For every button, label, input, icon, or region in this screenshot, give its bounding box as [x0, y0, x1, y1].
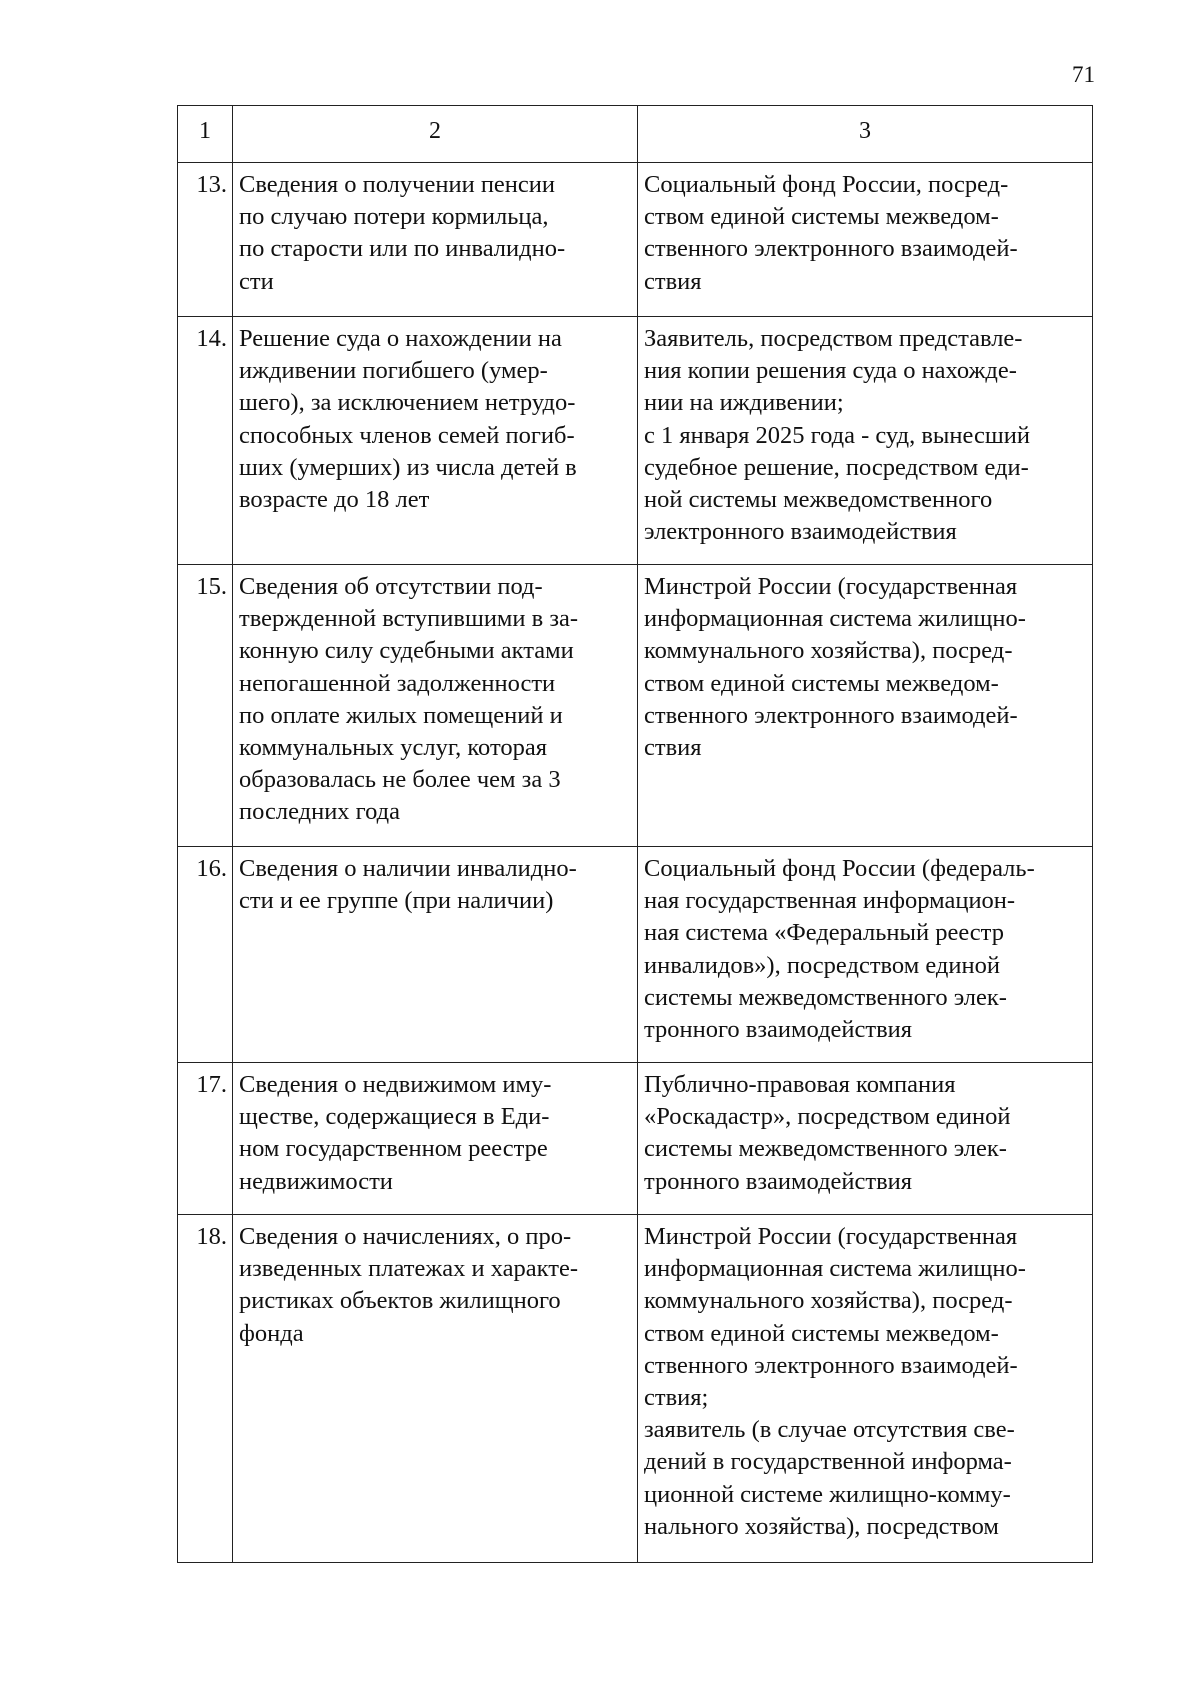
text-line: системы межведомственного элек- [644, 1135, 1007, 1163]
text-line: Социальный фонд России (федераль- [644, 855, 1035, 882]
text-line: по случаю потери кормильца, [239, 203, 549, 231]
document-name-cell [233, 1215, 638, 1563]
text-line: тронного взаимодействия [644, 1167, 913, 1195]
text-line: конную силу судебными актами [239, 637, 574, 665]
text-line: ная система «Федеральный реестр [644, 919, 1004, 947]
row-number: 13. [178, 163, 233, 317]
table-row [178, 847, 1093, 1063]
table-row [178, 1215, 1093, 1563]
text-line: по старости или по инвалидно- [239, 235, 566, 263]
table-header-row [178, 106, 1093, 163]
row-number: 16. [178, 847, 233, 1063]
text-line: сти и ее группе (при наличии) [239, 887, 554, 915]
text-line: изведенных платежах и характе- [239, 1255, 578, 1283]
text-line: дений в государственной информа- [644, 1448, 1012, 1476]
table-row [178, 317, 1093, 565]
text-line: Социальный фонд России, посред- [644, 171, 1009, 198]
page-number: 71 [1072, 62, 1095, 87]
text-line: нального хозяйства), посредством [644, 1512, 999, 1540]
table-row [178, 1063, 1093, 1215]
source-cell [638, 163, 1093, 317]
text-line: шего), за исключением нетрудо- [239, 389, 576, 417]
text-line: системы межведомственного элек- [644, 983, 1007, 1011]
text-line: коммунальных услуг, которая [239, 734, 547, 762]
row-number: 14. [178, 317, 233, 565]
text-line: последних года [239, 798, 401, 826]
document-name-cell [233, 847, 638, 1063]
text-line: образовалась не более чем за 3 [239, 766, 561, 794]
text-line: ционной системе жилищно-комму- [644, 1480, 1011, 1508]
text-line: электронного взаимодействия [644, 518, 957, 546]
text-line: инвалидов»), посредством единой [644, 951, 1000, 979]
text-line: ществе, содержащиеся в Еди- [239, 1103, 550, 1131]
document-name-cell [233, 565, 638, 847]
text-line: сти [239, 267, 274, 295]
text-line: ством единой системы межведом- [644, 203, 999, 231]
document-name-cell [233, 1063, 638, 1215]
table-row [178, 565, 1093, 847]
row-number: 18. [178, 1215, 233, 1563]
text-line: Сведения о наличии инвалидно- [239, 855, 577, 882]
text-line: ристиках объектов жилищного [239, 1287, 561, 1315]
document-table [177, 105, 1093, 1563]
document-name-cell [233, 163, 638, 317]
text-line: Сведения о недвижимом иму- [239, 1071, 552, 1098]
text-line: ная государственная информацион- [644, 887, 1016, 915]
text-line: иждивении погибшего (умер- [239, 357, 548, 385]
text-line: коммунального хозяйства), посред- [644, 637, 1013, 665]
text-line: фонда [239, 1319, 304, 1347]
text-line: ствия [644, 734, 702, 762]
table-row [178, 163, 1093, 317]
text-line: информационная система жилищно- [644, 605, 1026, 633]
text-line: ственного электронного взаимодей- [644, 1351, 1018, 1379]
text-line: ной системы межведомственного [644, 486, 993, 514]
source-cell [638, 317, 1093, 565]
header-cell-2: 2 [233, 106, 638, 163]
row-number: 17. [178, 1063, 233, 1215]
text-line: «Роскадастр», посредством единой [644, 1103, 1011, 1131]
text-line: судебное решение, посредством еди- [644, 453, 1029, 481]
text-line: недвижимости [239, 1167, 393, 1195]
text-line: Сведения об отсутствии под- [239, 573, 543, 600]
text-line: по оплате жилых помещений и [239, 701, 563, 729]
text-line: заявитель (в случае отсутствия све- [644, 1416, 1015, 1444]
text-line: ния копии решения суда о нахожде- [644, 357, 1017, 385]
text-line: непогашенной задолженности [239, 669, 556, 697]
header-cell-3: 3 [638, 106, 1093, 163]
text-line: Публично-правовая компания [644, 1071, 956, 1098]
text-line: Решение суда о нахождении на [239, 325, 562, 352]
text-line: Минстрой России (государственная [644, 573, 1018, 600]
text-line: ствия [644, 267, 702, 295]
source-cell [638, 847, 1093, 1063]
text-line: нии на иждивении; [644, 389, 844, 417]
text-line: с 1 января 2025 года - суд, вынесший [644, 421, 1030, 449]
text-line: возрасте до 18 лет [239, 486, 430, 514]
source-cell [638, 1215, 1093, 1563]
text-line: способных членов семей погиб- [239, 421, 575, 449]
source-cell [638, 565, 1093, 847]
text-line: ном государственном реестре [239, 1135, 548, 1163]
text-line: Заявитель, посредством представле- [644, 325, 1023, 352]
source-cell [638, 1063, 1093, 1215]
text-line: ствия; [644, 1384, 709, 1412]
text-line: Минстрой России (государственная [644, 1223, 1018, 1250]
text-line: ственного электронного взаимодей- [644, 235, 1018, 263]
document-name-cell [233, 317, 638, 565]
text-line: твержденной вступившими в за- [239, 605, 579, 633]
text-line: тронного взаимодействия [644, 1016, 913, 1044]
row-number: 15. [178, 565, 233, 847]
text-line: ственного электронного взаимодей- [644, 701, 1018, 729]
text-line: Сведения о начислениях, о про- [239, 1223, 572, 1250]
text-line: ством единой системы межведом- [644, 669, 999, 697]
text-line: ших (умерших) из числа детей в [239, 453, 577, 481]
text-line: коммунального хозяйства), посред- [644, 1287, 1013, 1315]
header-cell-1: 1 [178, 106, 233, 163]
text-line: ством единой системы межведом- [644, 1319, 999, 1347]
text-line: Сведения о получении пенсии [239, 171, 556, 198]
text-line: информационная система жилищно- [644, 1255, 1026, 1283]
